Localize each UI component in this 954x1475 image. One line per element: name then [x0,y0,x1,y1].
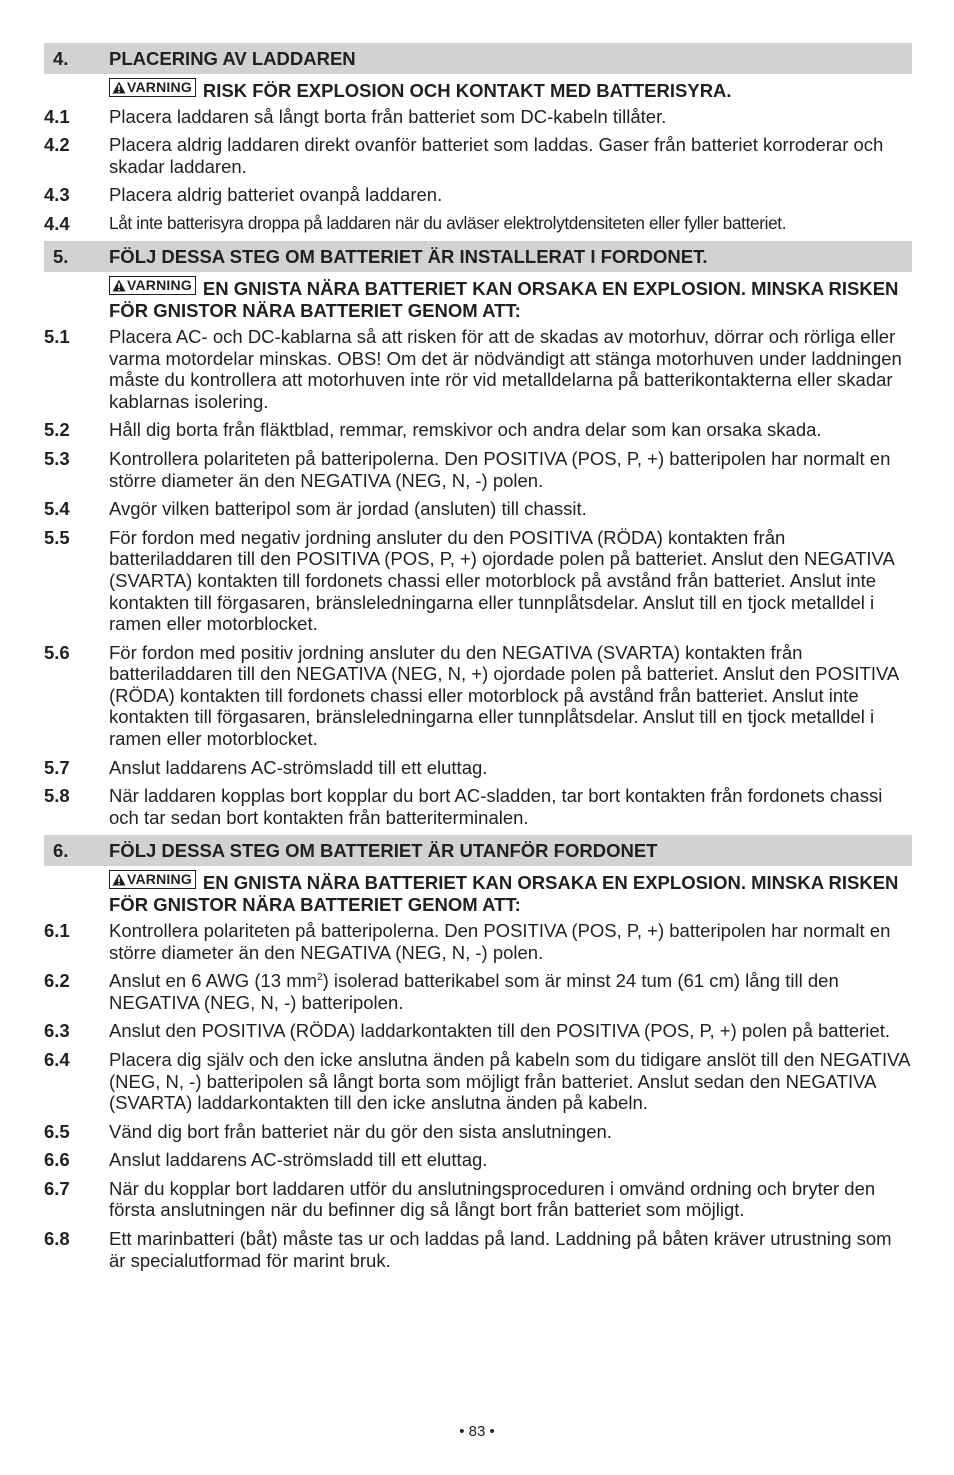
item-text: Ett marinbatteri (båt) måste tas ur och laddas på land. Laddning på båten kräver utrustning som är specialutformad för marint bruk. [109,1228,892,1271]
section-number: 5. [53,245,69,267]
list-item [44,106,912,128]
item-text: Vänd dig bort från batteriet när du gör den sista anslutningen. [109,1120,612,1142]
page-number: • 83 • [459,1423,495,1440]
item-text: Avgör vilken batteripol som är jordad (ansluten) till chassit. [109,498,587,520]
item-number: 6.6 [44,1149,70,1171]
list-item [44,757,912,779]
warning-badge-label: VARNING [127,871,192,888]
warning-badge [109,276,196,295]
item-text-part: Anslut en 6 AWG (13 mm [109,970,318,992]
warning-block-6 [109,869,912,916]
warning-triangle-icon [112,81,126,94]
item-number: 5.1 [44,325,70,347]
section-header-4 [44,43,912,74]
item-text: Placera aldrig batteriet ovanpå laddaren. [109,184,443,206]
list-item [44,448,912,491]
section-number: 4. [53,47,69,69]
warning-badge-label: VARNING [127,79,192,95]
superscript: 2 [317,971,323,983]
warning-message: EN GNISTA NÄRA BATTERIET KAN ORSAKA EN EXPLOSION. MINSKA RISKEN FÖR GNISTOR NÄRA BATTERIET GENOM ATT: [109,871,899,915]
list-item [44,642,912,750]
section-title: FÖLJ DESSA STEG OM BATTERIET ÄR INSTALLERAT I FORDONET. [109,245,708,267]
warning-badge-label: VARNING [127,277,192,294]
section-header-5 [44,241,912,272]
list-item [44,184,912,206]
list-item [44,1121,912,1143]
warning-badge [109,78,196,97]
item-text: Placera laddaren så långt borta från batteriet som DC-kabeln tillåter. [109,105,667,127]
list-item [44,785,912,828]
list-item [44,1228,912,1271]
warning-message: EN GNISTA NÄRA BATTERIET KAN ORSAKA EN EXPLOSION. MINSKA RISKEN FÖR GNISTOR NÄRA BATTERIET GENOM ATT: [109,277,899,321]
item-text [109,970,912,1013]
item-text-part: ) isolerad batterikabel som är minst 24 tum (61 cm) lång till den NEGATIVA (NEG, N, -) batteripolen. [109,970,839,1013]
warning-block-4 [109,77,912,102]
item-text: För fordon med positiv jordning ansluter du den NEGATIVA (SVARTA) kontakten från batteriladdaren till den NEGATIVA (NEG, N, +) ojordade polen på batteriet. Anslut den POSITIVA (RÖDA) kontakten till fordonets chassi eller motorblock på avstånd från batteriet. Anslut inte kontakten till förgasaren, bränsleledningarna eller tunnplåtsdelar. Anslut till en tjock metalldel i ramen eller motorblocket. [109,641,899,750]
list-item [44,419,912,441]
item-number: 5.3 [44,447,70,469]
item-number: 5.8 [44,785,70,807]
document-body [44,43,912,1278]
list-item [44,970,912,1013]
item-number: 6.2 [44,970,70,992]
item-text: När du kopplar bort laddaren utför du anslutningsproceduren i omvänd ordning och bryter den första anslutningen när du befinner dig så långt bort från batteriet som möjligt. [109,1177,876,1221]
list-item [44,527,912,635]
warning-message: RISK FÖR EXPLOSION OCH KONTAKT MED BATTERISYRA. [202,79,732,101]
list-item [44,498,912,520]
list-item [44,1149,912,1171]
item-number: 5.5 [44,526,70,548]
item-number: 6.5 [44,1120,70,1142]
item-number: 5.7 [44,756,70,778]
list-item [44,920,912,963]
item-text: Anslut laddarens AC-strömsladd till ett eluttag. [109,756,488,778]
warning-triangle-icon [112,279,126,292]
section-title: PLACERING AV LADDAREN [109,47,356,69]
warning-badge [109,870,196,889]
list-item [44,1020,912,1042]
item-text: För fordon med negativ jordning ansluter du den POSITIVA (RÖDA) kontakten från batteriladdaren till den POSITIVA (POS, P, +) ojordade polen på batteriet. Anslut den NEGATIVA (SVARTA) kontakten till fordonets chassi eller motorblock på avstånd från batteriet. Anslut inte kontakten till förgasaren, bränsleledningarna eller tunnplåtsdelar. Anslut till en tjock metalldel i ramen eller motorblocket. [109,526,894,635]
item-text: Placera aldrig laddaren direkt ovanför batteriet som laddas. Gaser från batteriet korroderar och skadar laddaren. [109,134,884,177]
item-number: 4.4 [44,212,70,234]
section-header-6 [44,835,912,866]
item-number: 6.8 [44,1228,70,1250]
item-number: 4.2 [44,134,70,156]
list-item [44,326,912,412]
list-item [44,1178,912,1221]
item-text: Kontrollera polariteten på batteripolerna. Den POSITIVA (POS, P, +) batteripolen har normalt en större diameter än den NEGATIVA (NEG, N, -) polen. [109,447,891,491]
item-number: 4.1 [44,105,70,127]
section-title: FÖLJ DESSA STEG OM BATTERIET ÄR UTANFÖR FORDONET [109,839,658,861]
item-number: 6.3 [44,1020,70,1042]
item-number: 6.4 [44,1048,70,1070]
item-number: 5.4 [44,498,70,520]
item-text: Placera AC- och DC-kablarna så att risken för att de skadas av motorhuv, dörrar och rörliga eller varma motordelar minskas. OBS! Om det är nödvändigt att stänga motorhuven under laddningen måste du kontrollera att motorhuven inte rör vid metalldelarna på batterikontakterna eller skadar kablarnas isolering. [109,325,902,412]
item-number: 4.3 [44,184,70,206]
item-text: Anslut laddarens AC-strömsladd till ett eluttag. [109,1149,488,1171]
item-number: 6.7 [44,1177,70,1199]
list-item [44,213,912,235]
item-text: När laddaren kopplas bort kopplar du bort AC-sladden, tar bort kontakten från fordonets chassi och tar sedan bort kontakten från batteriterminalen. [109,785,883,828]
item-text: Låt inte batterisyra droppa på laddaren när du avläser elektrolytdensiteten eller fyller batteriet. [109,212,787,233]
warning-triangle-icon [112,873,126,886]
list-item [44,134,912,177]
item-text: Håll dig borta från fläktblad, remmar, remskivor och andra delar som kan orsaka skada. [109,419,822,441]
item-text: Anslut den POSITIVA (RÖDA) laddarkontakten till den POSITIVA (POS, P, +) polen på batteriet. [109,1020,890,1042]
warning-block-5 [109,275,912,322]
item-text: Kontrollera polariteten på batteripolerna. Den POSITIVA (POS, P, +) batteripolen har normalt en större diameter än den NEGATIVA (NEG, N, -) polen. [109,919,891,963]
item-number: 5.2 [44,419,70,441]
item-text: Placera dig själv och den icke anslutna änden på kabeln som du tidigare anslöt till den NEGATIVA (NEG, N, -) batteripolen så långt borta som möjligt från batteriet. Anslut sedan den NEGATIVA (SVARTA) laddarkontakten till den icke anslutna änden på kabeln. [109,1048,910,1114]
item-number: 6.1 [44,919,70,941]
list-item [44,1049,912,1114]
item-number: 5.6 [44,641,70,663]
section-number: 6. [53,839,69,861]
